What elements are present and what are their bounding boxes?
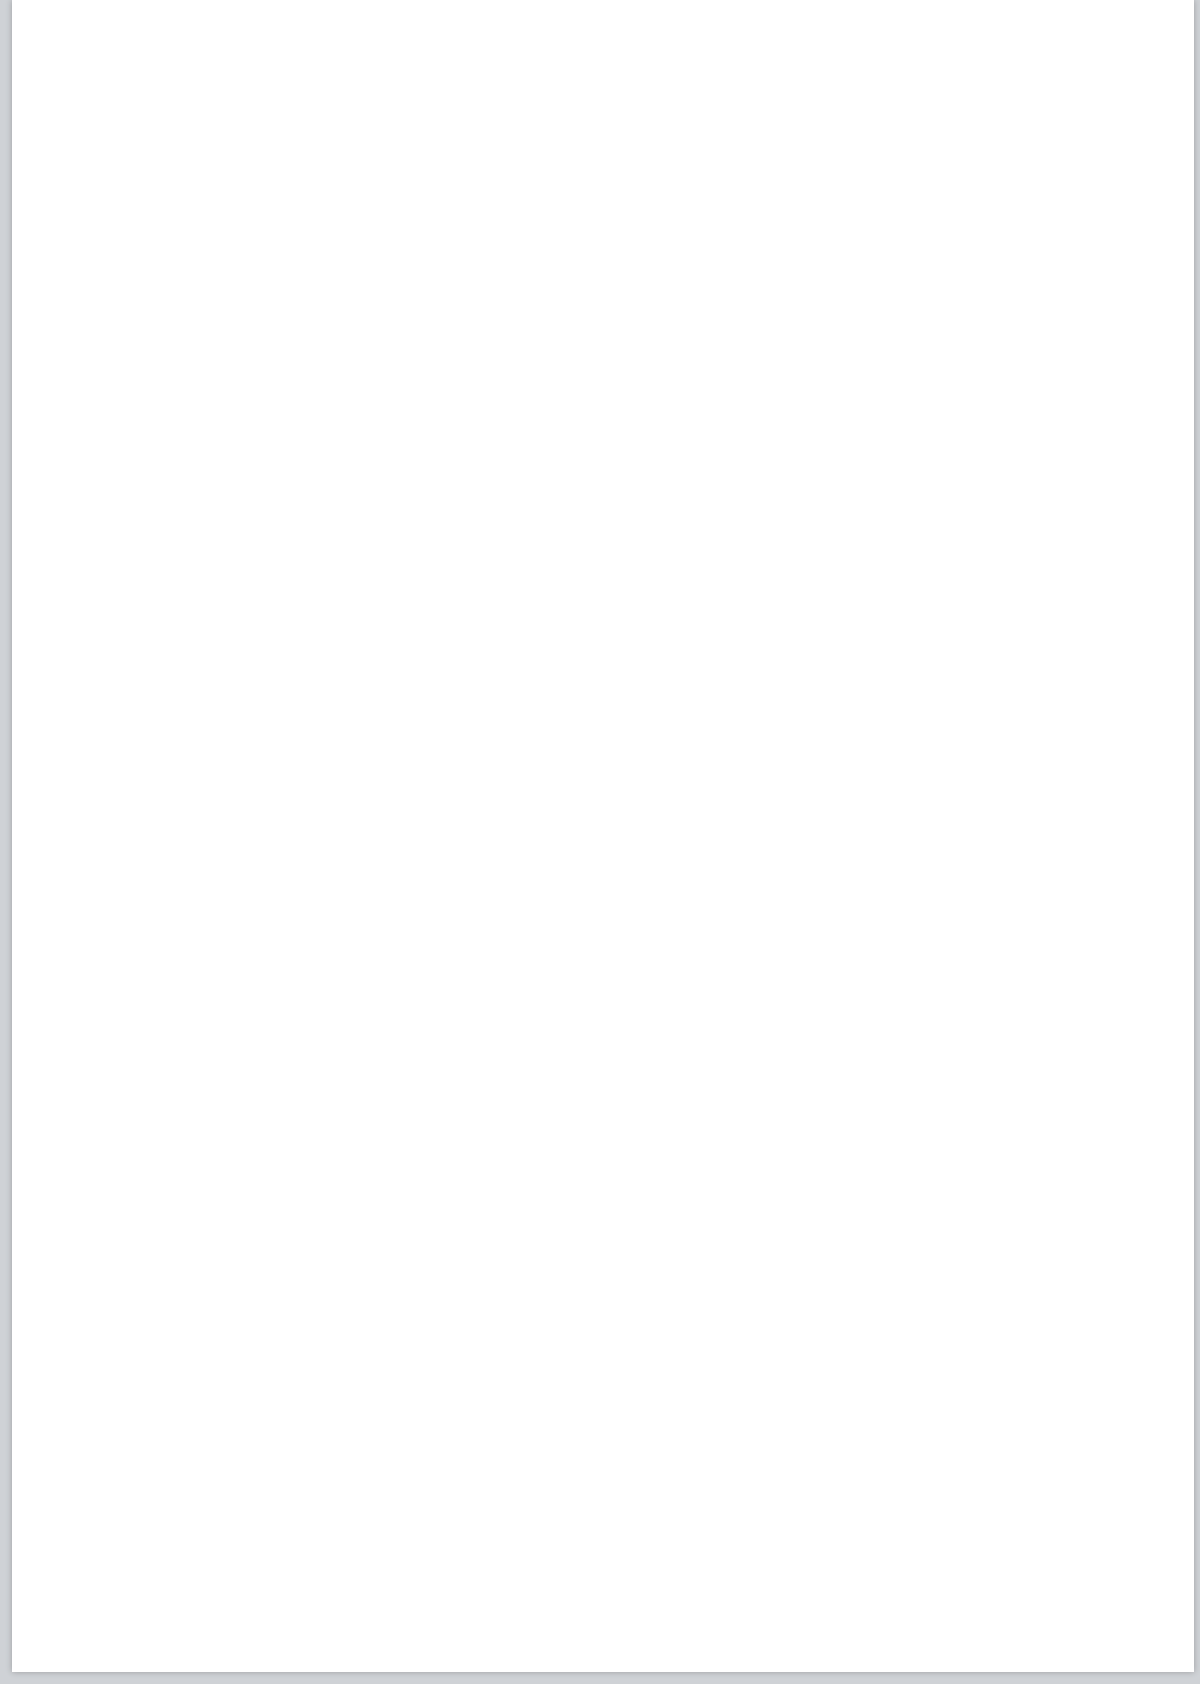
section-heading: [93, 64, 1173, 108]
page-content: [93, 60, 1173, 124]
document-page: [12, 0, 1194, 1672]
